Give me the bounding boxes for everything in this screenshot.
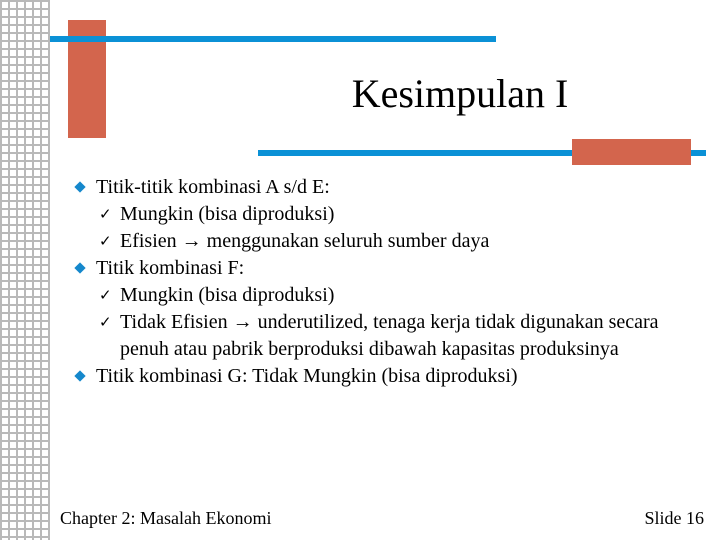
bullet-item (70, 363, 710, 390)
grid-pattern-decoration (0, 0, 50, 540)
sub-bullet-item (70, 228, 710, 255)
slide-body (70, 174, 710, 390)
checkmark-icon: ✓ (99, 313, 112, 331)
diamond-bullet-icon (74, 262, 85, 273)
checkmark-icon: ✓ (99, 232, 112, 250)
sub-bullet-text: Mungkin (bisa diproduksi) (120, 203, 335, 225)
bullet-item (70, 174, 710, 201)
checkmark-icon: ✓ (99, 205, 112, 223)
diamond-bullet-icon (74, 181, 85, 192)
footer-slide-number: Slide 16 (644, 508, 704, 528)
orange-block-bottom (572, 139, 691, 165)
sub-bullet-item (70, 282, 710, 309)
bullet-text: Titik kombinasi F: (96, 257, 245, 279)
footer-chapter-label: Chapter 2: Masalah Ekonomi (60, 508, 272, 528)
blue-bar-top (50, 36, 496, 42)
bullet-text: Titik-titik kombinasi A s/d E: (96, 176, 330, 198)
sub-bullet-item (70, 309, 680, 363)
sub-bullet-item (70, 201, 710, 228)
bullet-text: Titik kombinasi G: Tidak Mungkin (bisa diproduksi) (96, 365, 518, 387)
checkmark-icon: ✓ (99, 286, 112, 304)
slide-title: Kesimpulan I (351, 71, 569, 116)
sub-bullet-text: Efisien → menggunakan seluruh sumber daya (120, 230, 490, 252)
diamond-bullet-icon (74, 370, 85, 381)
sub-bullet-text: Mungkin (bisa diproduksi) (120, 284, 335, 306)
bullet-item (70, 255, 710, 282)
sub-bullet-text: Tidak Efisien → underutilized, tenaga kerja tidak digunakan secara penuh atau pabrik berproduksi dibawah kapasitas produksinya (120, 311, 659, 360)
